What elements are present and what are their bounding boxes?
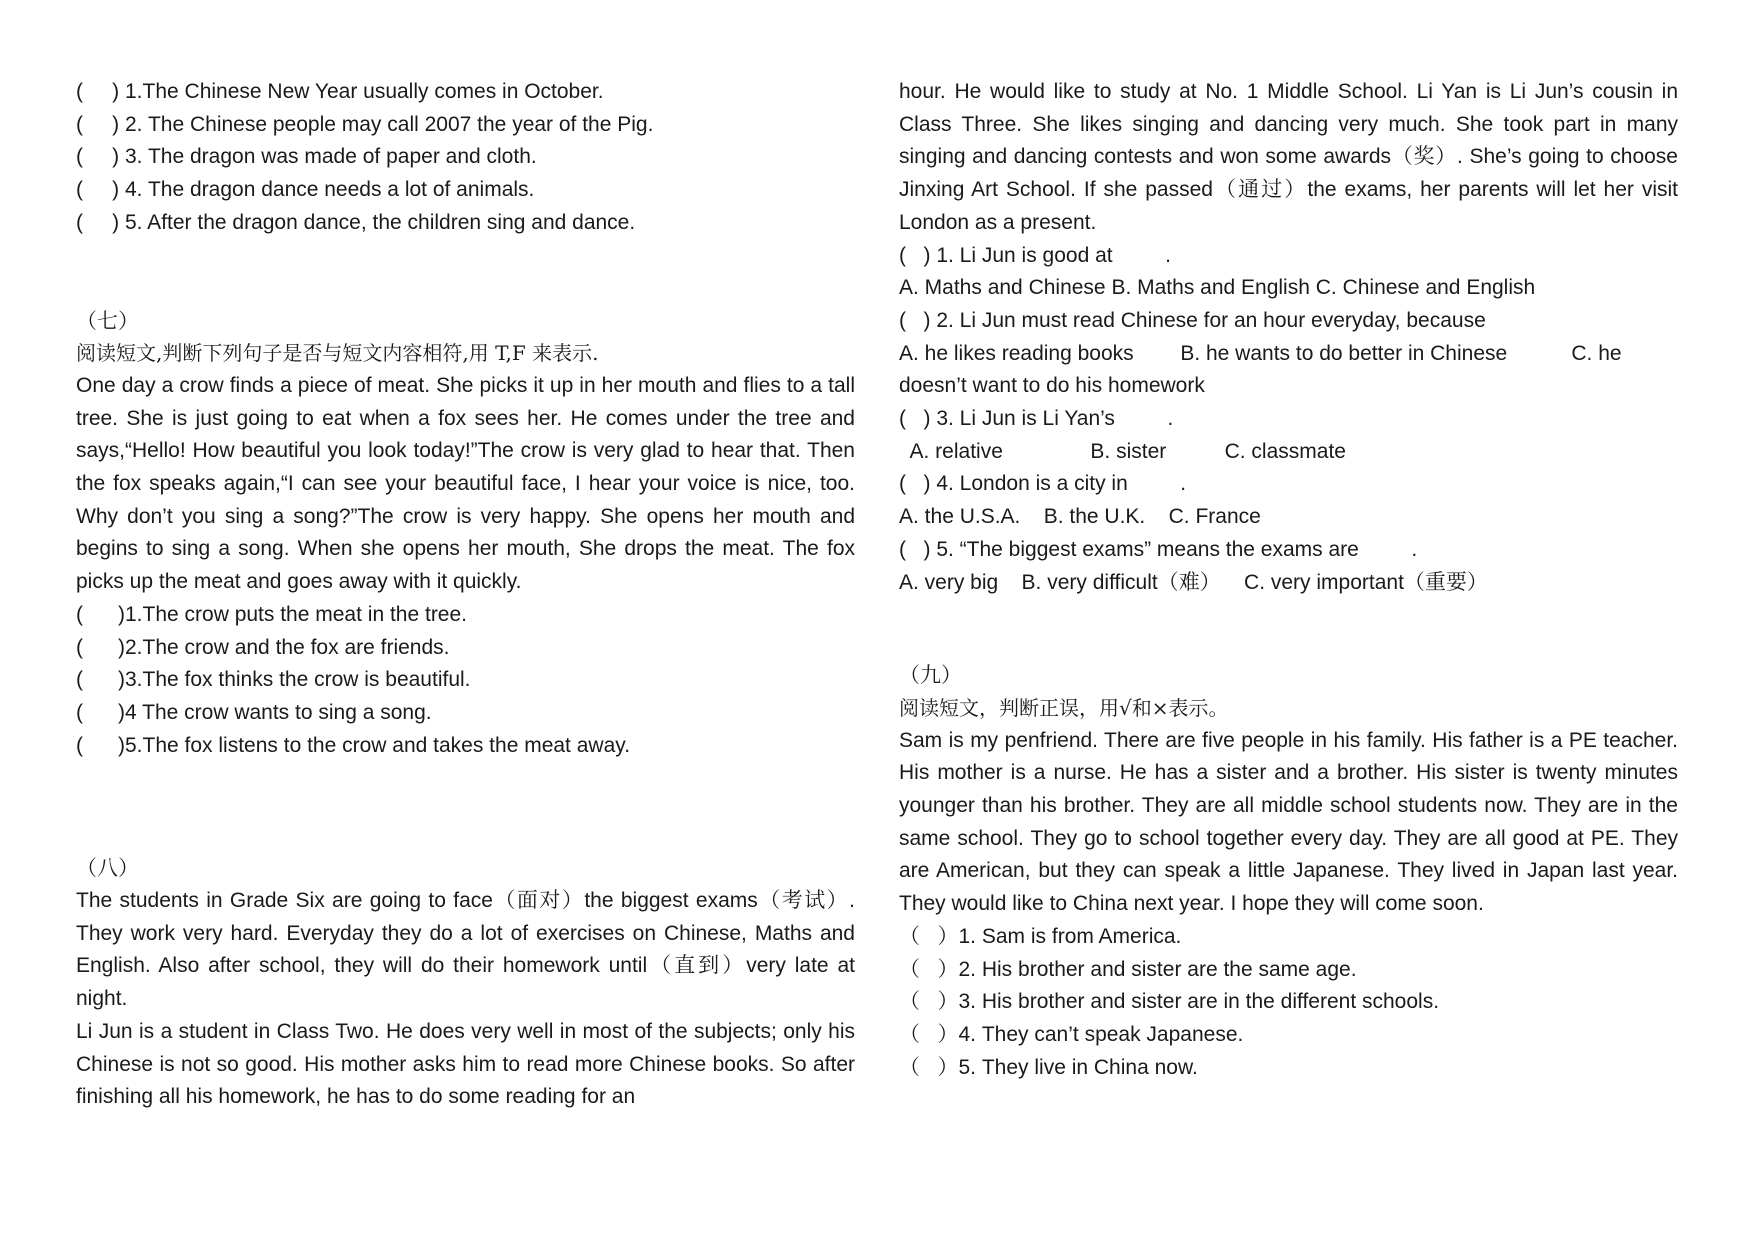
question-item: ( )1.The crow puts the meat in the tree. (76, 602, 468, 626)
question-item: ( ) 2. The Chinese people may call 2007 the year of the Pig. (76, 112, 654, 136)
question-item: （ ）5. They live in China now. (899, 1055, 1198, 1079)
question-item: ( ) 2. Li Jun must read Chinese for an hour everyday, because (899, 308, 1486, 332)
question-item: （ ）4. They can’t speak Japanese. (899, 1022, 1244, 1046)
section-8 (76, 852, 855, 1114)
section-8-passage-continued: hour. He would like to study at No. 1 Middle School. Li Yan is Li Jun’s cousin in Class Three. She likes singing and dancing very much. She took part in many singing and dancing contests and won some awards（奖）. She’s going to choose Jinxing Art School. If she passed（通过）the exams, her parents will let her visit London as a present. (899, 80, 1678, 234)
section-6-questions (76, 76, 855, 240)
section-8-continued (899, 76, 1678, 599)
question-item: ( ) 4. London is a city in . (899, 472, 1187, 496)
question-item: （ ）2. His brother and sister are the same age. (899, 957, 1357, 981)
section-8-passage-part-2: Li Jun is a student in Class Two. He does very well in most of the subjects; only his Chinese is not so good. His mother asks him to read more Chinese books. So after finishing all his homework, he has to do some reading for an (76, 1019, 855, 1109)
question-item: ( )5.The fox listens to the crow and takes the meat away. (76, 733, 631, 757)
question-item: ( )2.The crow and the fox are friends. (76, 635, 450, 659)
question-item: ( ) 3. The dragon was made of paper and cloth. (76, 145, 537, 169)
section-9-passage: Sam is my penfriend. There are five people in his family. His father is a PE teacher. His mother is a nurse. He has a sister and a brother. His sister is twenty minutes younger than his brother. They are all middle school students now. They are in the same school. They go to school together every day. They are all good at PE. They are American, but they can speak a little Japanese. They lived in Japan last year. They would like to China next year. I hope they will come soon. (899, 728, 1678, 916)
answer-options: A. he likes reading books B. he wants to do better in Chinese C. he (899, 341, 1622, 365)
section-7-instruction: 阅读短文,判断下列句子是否与短文内容相符,用 T,F 来表示. (76, 341, 599, 366)
question-item: ( ) 1.The Chinese New Year usually comes in October. (76, 80, 604, 103)
section-9 (899, 659, 1678, 1084)
question-item: ( ) 4. The dragon dance needs a lot of animals. (76, 178, 535, 202)
section-9-heading: （九） (899, 663, 962, 688)
section-8-heading: （八） (76, 856, 139, 881)
answer-options: A. the U.S.A. B. the U.K. C. France (899, 505, 1261, 529)
left-column (76, 76, 855, 1114)
section-7-heading: （七） (76, 308, 139, 333)
question-item: （ ）1. Sam is from America. (899, 924, 1182, 948)
section-9-instruction: 阅读短文，判断正误，用√和×表示。 (899, 695, 1229, 720)
section-7-passage: One day a crow finds a piece of meat. She picks it up in her mouth and flies to a tall tree. She is just going to eat when a fox sees her. He comes under the tree and says,“Hello! How beautiful you look today!”The crow is very glad to hear that. Then the fox speaks again,“I can see your beautiful face, I hear your voice is nice, too. Why don’t you sing a song?”The crow is very happy. She opens her mouth and begins to sing a song. When she opens her mouth, She drops the meat. The fox picks up the meat and goes away with it quickly. (76, 373, 855, 594)
answer-options: A. Maths and Chinese B. Maths and English C. Chinese and English (899, 276, 1536, 300)
question-item: ( ) 1. Li Jun is good at . (899, 243, 1171, 267)
answer-options: doesn’t want to do his homework (899, 374, 1205, 398)
question-item: ( ) 5. “The biggest exams” means the exams are . (899, 537, 1418, 561)
question-item: ( )3.The fox thinks the crow is beautiful. (76, 668, 471, 692)
answer-options: A. very big B. very difficult（难） C. very important（重要） (899, 570, 1488, 594)
question-item: ( )4 The crow wants to sing a song. (76, 700, 432, 724)
question-item: ( ) 3. Li Jun is Li Yan’s . (899, 407, 1174, 431)
section-7 (76, 305, 855, 763)
answer-options: A. relative B. sister C. classmate (899, 439, 1346, 463)
question-item: （ ）3. His brother and sister are in the different schools. (899, 990, 1440, 1014)
right-column (899, 76, 1678, 1084)
section-8-passage-part-1: The students in Grade Six are going to face（面对）the biggest exams（考试）. They work very hard. Everyday they do a lot of exercises on Chinese, Maths and English. Also after school, they will do their homework until（直到）very late at night. (76, 889, 855, 1011)
question-item: ( ) 5. After the dragon dance, the children sing and dance. (76, 210, 636, 234)
